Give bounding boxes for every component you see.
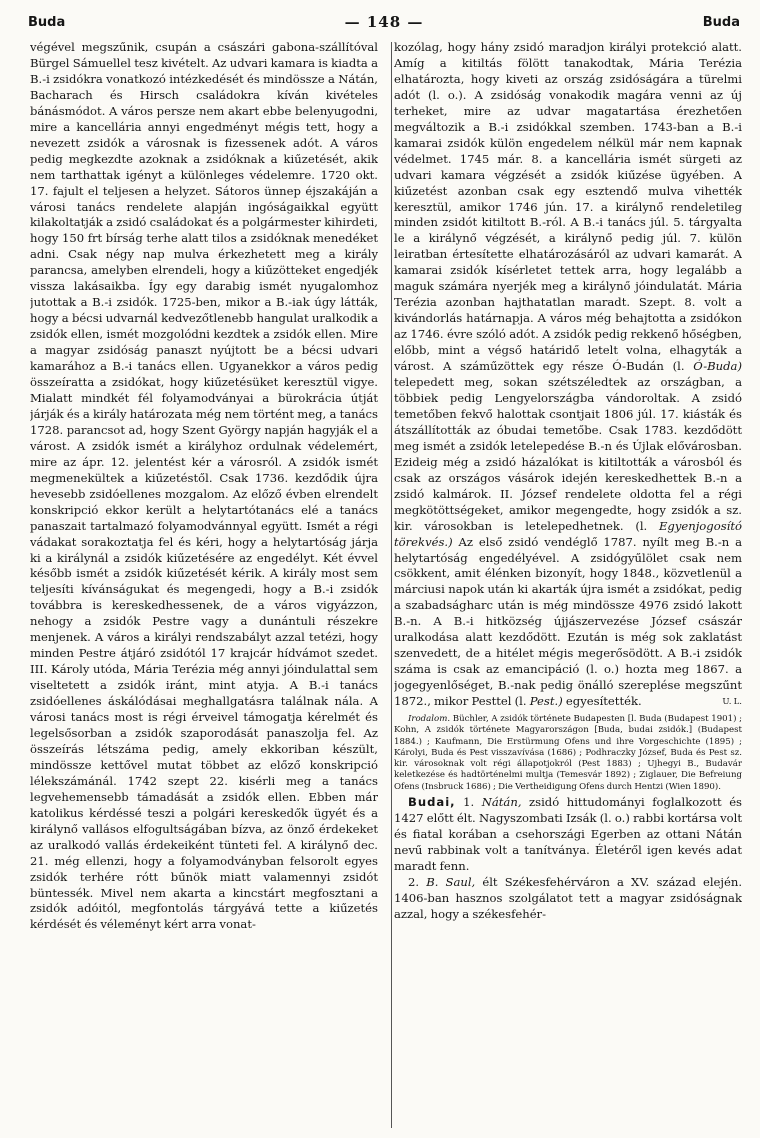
- header-left-title: Buda: [28, 14, 66, 30]
- literature-label: Irodalom.: [408, 713, 451, 724]
- page-number: — 148 —: [344, 13, 424, 31]
- entry-headword: Budai,: [408, 795, 456, 810]
- entry-text: élt Székesfehérváron a XV. század elején. 1406-ban hasznos szolgálatot tett a magyar zsidóságnak azzal, hogy a székesfehér-: [394, 874, 742, 921]
- entry-budai-saul: [394, 875, 742, 923]
- text-run: Az első zsidó vendéglő 1787. nyílt meg B.-n a helytartóság engedélyével. A zsidógyűlölet csak nem csökkent, amit élénken bizonyít, hogy 1848., közvetlenül a márciusi napok után ki akarták újra ismét a zsidókat, pedig a szabadságharc után is még mindössze 4976 zsidó lakott B.-n. A B.-i hitközség újjászervezése József császár uralkodása alatt kezdődött. Ezután is még sok zaklatást szenvedett, de a hitélet mégis megerősödött. A B.-i zsidók száma is csak az emancipáció (l. o.) hozta meg 1867. a jogegyenlőséget, B.-nak pedig önálló szereplése megszűnt 1872., mikor Pesttel (l.: [394, 534, 742, 709]
- text-run: egyesítették.: [565, 694, 642, 709]
- entry-text: zsidó hittudományi foglalkozott és 1427 előtt élt. Nagyszombati Izsák (l. o.) rabbi kortársa volt és fiatal korában a csehországi Egerben az ottani Nátán nevű rabbinak volt a tanítványa. Életéről igen kevés adat maradt fenn.: [394, 795, 742, 873]
- entry-budai-natan: [394, 795, 742, 875]
- cross-reference-egyenjogosito[interactable]: Egyenjogosító törekvés.): [394, 518, 742, 549]
- text-columns: [30, 40, 742, 1130]
- right-column-paragraph: [394, 40, 742, 710]
- author-signature: U. L.: [722, 697, 742, 708]
- literature-block: [394, 714, 742, 793]
- right-column: [394, 40, 742, 1130]
- left-column: [30, 40, 378, 1130]
- cross-reference-pest[interactable]: Pest.): [529, 694, 563, 709]
- literature-text: Büchler, A zsidók története Budapesten [l. Buda (Budapest 1901) ; Kohn, A zsidók története Magyarországon [Buda, budai zsidók.] (Budapest 1884.) ; Kaufmann, Die Erstürmung Ofens und ihre Vorgeschichte (1895) ; Károlyi, Buda és Pest visszavívása (1686) ; Podhraczky József, Buda és Pest sz. kir. városoknak volt régi állapotjokról (Pest 1883) ; Ujhegyi B., Budavár keletkezése és hadtörténelmi multja (Temesvár 1892) ; Ziglauer, Die Befreiung Ofens (Insbruck 1686) ; Die Vertheidigung Ofens durch Hentzi (Wien 1890).: [394, 713, 742, 792]
- entry-number: 2.: [408, 874, 420, 889]
- text-run: kozólag, hogy hány zsidó maradjon királyi protekció alatt. Amíg a kitiltás fölött tanakodtak, Mária Terézia elhatározta, hogy kiveti az ország zsidóságára a türelmi adót (l. o.). A zsidóság vonakodik magára venni az új terheket, mire az udvar magatartása érezhetően megváltozik a B.-i zsidókkal szemben. 1743-ban a B.-i kamarai zsidók külön engedelem nélkül már nem kapnak védelmet. 1745 már. 8. a kancellária ismét sürgeti az udvari kamara végzését a zsidók kiűzése ügyében. A kiűzetést azonban csak egy esztendő mulva vihették keresztül, amikor 1746 jún. 17. a királynő rendeletileg minden zsidót kitiltott B.-ról. A B.-i tanács júl. 5. tárgyalta le a királynő végzését, a királynő pedig júl. 7. külön leiratban értesítette elhatározásáról az udvari kamarát. A kamarai zsidók kísérletet tettek arra, hogy legalább a maguk számára nyerjék meg a királynő jóindulatát. Mária Terézia azonban hajthatatlan maradt. Szept. 8. volt a kivándorlás határnapja. A város még behajtotta a zsidókon az 1746. évre szóló adót. A zsidók pedig rekkenő hőségben, előbb, mint a végső határidő letelt volna, elhagyták a várost. A száműzöttek egy része Ó-Budán (l.: [394, 40, 742, 374]
- entry-name: Nátán,: [481, 795, 522, 810]
- cross-reference-obuda[interactable]: Ó-Buda): [693, 359, 742, 374]
- running-header: [28, 10, 740, 34]
- entry-number: 1.: [463, 795, 475, 810]
- header-right-title: Buda: [702, 14, 740, 30]
- left-column-paragraph: végével megszűnik, csupán a császári gabona-szállítóval Bürgel Sámuellel tesz kivételt. Az udvari kamara is kiadta a B.-i zsidókra vonatkozó intézkedését és mindössze a Nátán, Bacharach és Hirsch családokra kíván kivételes bánásmódot. A város persze nem akart ebbe belenyugodni, mire a kancellária annyi engedményt mégis tett, hogy a nevezett zsidók a városnak is fizessenek adót. A város pedig megkezdte azoknak a zsidóknak a kiűzetését, akik nem tarthattak igényt a különleges védelemre. 1720 okt. 17. fajult el teljesen a helyzet. Sátoros ünnep éjszakáján a városi tanács rendelete alapján ingóságaikkal együtt kilakoltatják a zsidó családokat és a polgármester kihirdeti, hogy 150 frt bírság terhe alatt tilos a zsidóknak menedéket adni. Csak négy nap mulva érkezhetett meg a király parancsa, amelyben elrendeli, hogy a kiűzötteket engedjék vissza lakásaikba. Így egy darabig ismét nyugalomhoz jutottak a B.-i zsidók. 1725-ben, mikor a B.-iak úgy látták, hogy a bécsi udvarnál kedvezőtlenebb hangulat uralkodik a zsidók ellen, ismét mozgolódni kezdtek a zsidók ellen. Mire a magyar zsidóság panaszt nyújtott be a bécsi udvari kamarához a B.-i tanács ellen. Ugyanekkor a város pedig összeíratta a zsidókat, hogy kiűzetésüket keresztül vigye. Mialatt mindkét fél folyamodványai a bürokrácia útját járják és a király határozata még nem történt meg, a tanács 1728. parancsot ad, hogy Szent György napján hagyják el a várost. A zsidók ismét a királyhoz ordulnak védelemért, mire az ápr. 12. jelentést kér a városról. A zsidók ismét megmenekültek a kiűzetéstől. Csak 1736. kezdődik újra hevesebb zsidóellenes mozgalom. Az előző évben elrendelt konskripció ekkor került a helytartótanács elé a tanács panaszait tartalmazó folyamodvánnyal együtt. Ismét a régi vádakat sorakoztatja fel és kéri, hogy a helytartóság járja ki a királynál a zsidók kiűzetésére az engedélyt. Két évvel később ismét a zsidók kiűzetését kérik. A király most sem teljesíti kívánságukat és megengedi, hogy a B.-i zsidók továbbra is kereskedhessenek, de a város vigyázzon, nehogy a zsidók Pestre vagy a dunántuli részekre menjenek. A város a királyi rendszabályt azzal tetézi, hogy minden Pestre átjáró zsidótól 17 krajcár hídvámot szedet. III. Károly utóda, Mária Terézia még annyi jóindulattal sem viseltetett a zsidók iránt, mint atyja. A B.-i tanács zsidóellenes áskálódásai meghallgatásra találnak nála. A városi tanács most is régi érveivel támogatja kérelmét és legelsősorban a zsidók szaporodását panaszolja fel. Az összeírás létszáma pedig, amely ekkoriban készült, mindössze kettővel mutat többet az előző konskripció lélekszámánál. 1742 szept 22. kisérli meg a tanács legvehemensebb támadását a zsidók ellen. Ebben már katolikus kérdéssé teszi a polgári kereskedők ügyét és a királynő vallásos elfogultságában bízva, az önző érdekeket az uralkodó vallás érdekeiként tünteti fel. A királynő dec. 21. még ellenzi, hogy a folyamodványban felsorolt egyes zsidók terhére rótt bűnök miatt valamennyi zsidót büntessék. Mivel nem akarta a kincstárt megfosztani a zsidók adóitól, megfontolás tárgyává tette a kiűzetés kérdését és véleményt kért arra vonat-: [30, 40, 378, 932]
- text-run: telepedett meg, sokan szétszéledtek az országban, a többiek pedig Lengyelországba vándoroltak. A zsidó temetőben fekvő halottak csontjait 1806 júl. 17. kiásták és átszállították az óbudai temetőbe. Csak 1783. kezdődött meg ismét a zsidók letelepedése B.-n és Újlak elővárosban. Ezideig még a zsidó házalókat is kitiltották a városból és csak az országos vásárok idején kereskedhettek B.-n a zsidó kalmárok. II. József rendelete oldotta fel a régi megkötöttségeket, amikor megengedte, hogy zsidók a sz. kir. városokban is letelepedhetnek. (l.: [394, 375, 742, 533]
- entry-name: B. Saul,: [426, 874, 476, 889]
